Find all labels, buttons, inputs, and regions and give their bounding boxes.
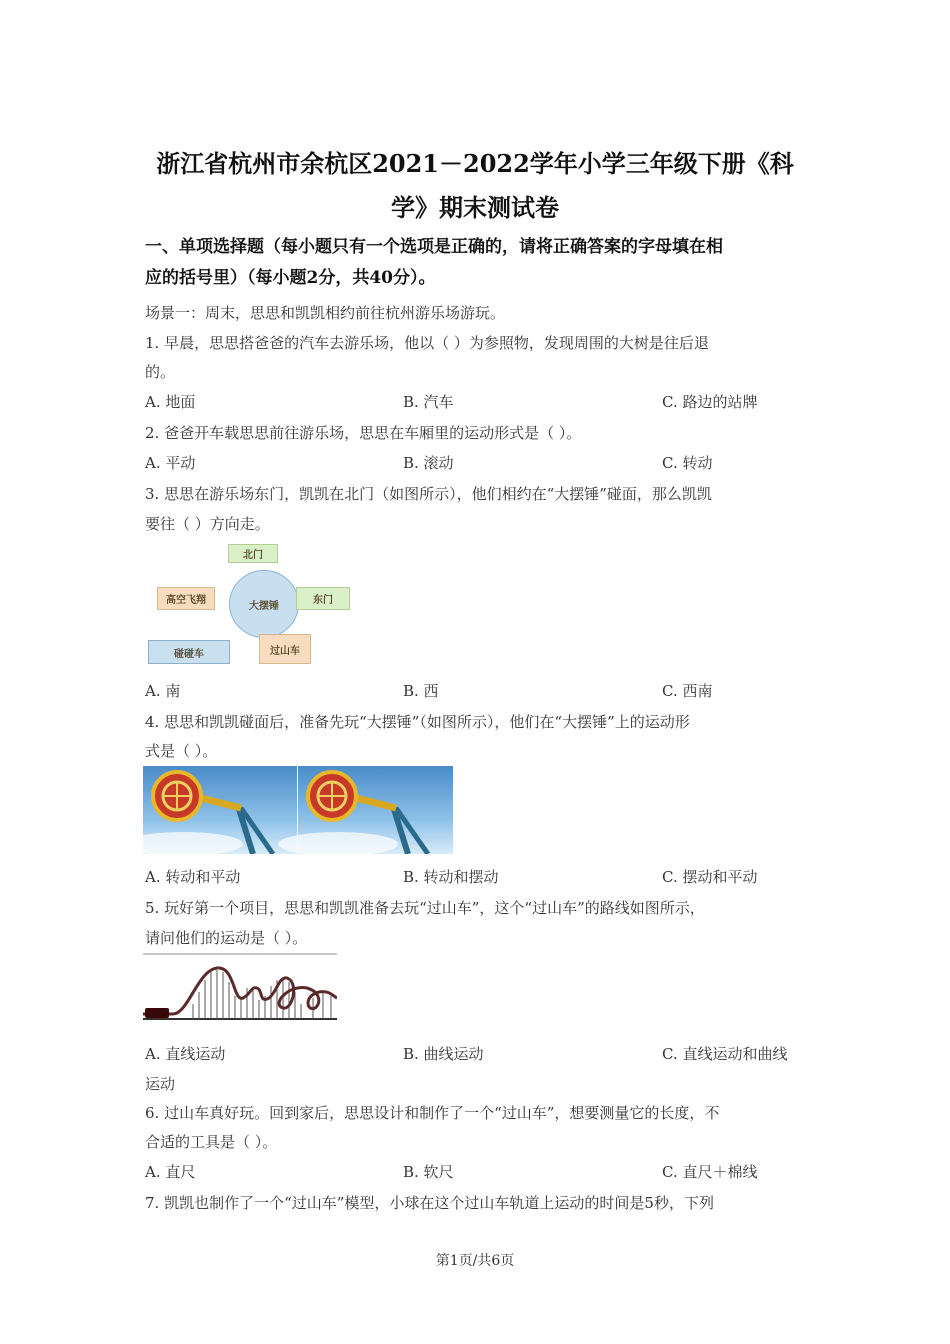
section-heading-line2: 应的括号里）（每小题2分，共40分）。 (145, 268, 436, 288)
scene-text: 场景一：周末，思思和凯凯相约前往杭州游乐场游玩。 (145, 304, 506, 322)
question-4-line2: 式是（ ）。 (145, 742, 218, 760)
question-7-line1: 7. 凯凯也制作了一个“过山车”模型，小球在这个过山车轨道上运动的时间是5秒，下列 (145, 1194, 714, 1212)
question-5-line1: 5. 玩好第一个项目，思思和凯凯准备去玩“过山车”，这个“过山车”的路线如图所示， (145, 899, 705, 917)
q6-option-c: C. 直尺＋棉线 (662, 1163, 758, 1181)
map-east-gate: 东门 (296, 587, 350, 610)
q5-option-c-wrap: 运动 (145, 1075, 176, 1093)
q2-option-a: A. 平动 (145, 454, 196, 472)
map-north-gate: 北门 (228, 544, 278, 563)
q4-option-b: B. 转动和摆动 (403, 868, 499, 886)
q5-option-b: B. 曲线运动 (403, 1045, 484, 1063)
park-map-figure (145, 540, 355, 670)
page-title-line2: 学》期末测试卷 (391, 193, 559, 222)
question-1-line2: 的。 (145, 363, 176, 381)
question-2-line1: 2. 爸爸开车载思思前往游乐场，思思在车厢里的运动形式是（ ）。 (145, 424, 582, 442)
q3-option-c: C. 西南 (662, 682, 713, 700)
question-5-line2: 请问他们的运动是（ ）。 (145, 929, 308, 947)
q1-option-a: A. 地面 (145, 393, 196, 411)
map-pendulum-ride: 大摆锤 (229, 570, 299, 638)
q5-option-c: C. 直线运动和曲线 (662, 1045, 788, 1063)
pendulum-photo-right (278, 766, 453, 854)
q5-option-a: A. 直线运动 (145, 1045, 226, 1063)
map-sky-flight-ride: 高空飞翔 (157, 587, 215, 610)
q2-option-c: C. 转动 (662, 454, 713, 472)
q6-option-a: A. 直尺 (145, 1163, 196, 1181)
q3-option-b: B. 西 (403, 682, 439, 700)
question-6-line1: 6. 过山车真好玩。回到家后，思思设计和制作了一个“过山车”，想要测量它的长度，不 (145, 1104, 720, 1122)
q4-option-a: A. 转动和平动 (145, 868, 241, 886)
question-4-line1: 4. 思思和凯凯碰面后，准备先玩“大摆锤”（如图所示），他们在“大摆锤”上的运动形 (145, 713, 690, 731)
map-bumper-cars: 碰碰车 (148, 640, 230, 664)
page-title-line1: 浙江省杭州市余杭区2021－2022学年小学三年级下册《科 (156, 149, 794, 178)
q1-option-b: B. 汽车 (403, 393, 454, 411)
question-3-line1: 3. 思思在游乐场东门，凯凯在北门（如图所示），他们相约在“大摆锤”碰面，那么凯凯 (145, 485, 712, 503)
section-heading-line1: 一、单项选择题（每小题只有一个选项是正确的，请将正确答案的字母填在相 (145, 237, 723, 257)
map-roller-coaster: 过山车 (259, 634, 311, 664)
q1-option-c: C. 路边的站牌 (662, 393, 758, 411)
q6-option-b: B. 软尺 (403, 1163, 454, 1181)
q2-option-b: B. 滚动 (403, 454, 454, 472)
roller-coaster-route-figure (143, 952, 337, 1024)
pendulum-ride-photos (143, 766, 453, 854)
question-1-line1: 1. 早晨，思思搭爸爸的汽车去游乐场，他以（ ）为参照物，发现周围的大树是往后退 (145, 334, 709, 352)
page-footer: 第1页/共6页 (435, 1253, 515, 1269)
question-6-line2: 合适的工具是（ ）。 (145, 1133, 278, 1151)
q4-option-c: C. 摆动和平动 (662, 868, 758, 886)
question-3-line2: 要往（ ）方向走。 (145, 515, 270, 533)
pendulum-photo-left (143, 766, 297, 854)
q3-option-a: A. 南 (145, 682, 181, 700)
